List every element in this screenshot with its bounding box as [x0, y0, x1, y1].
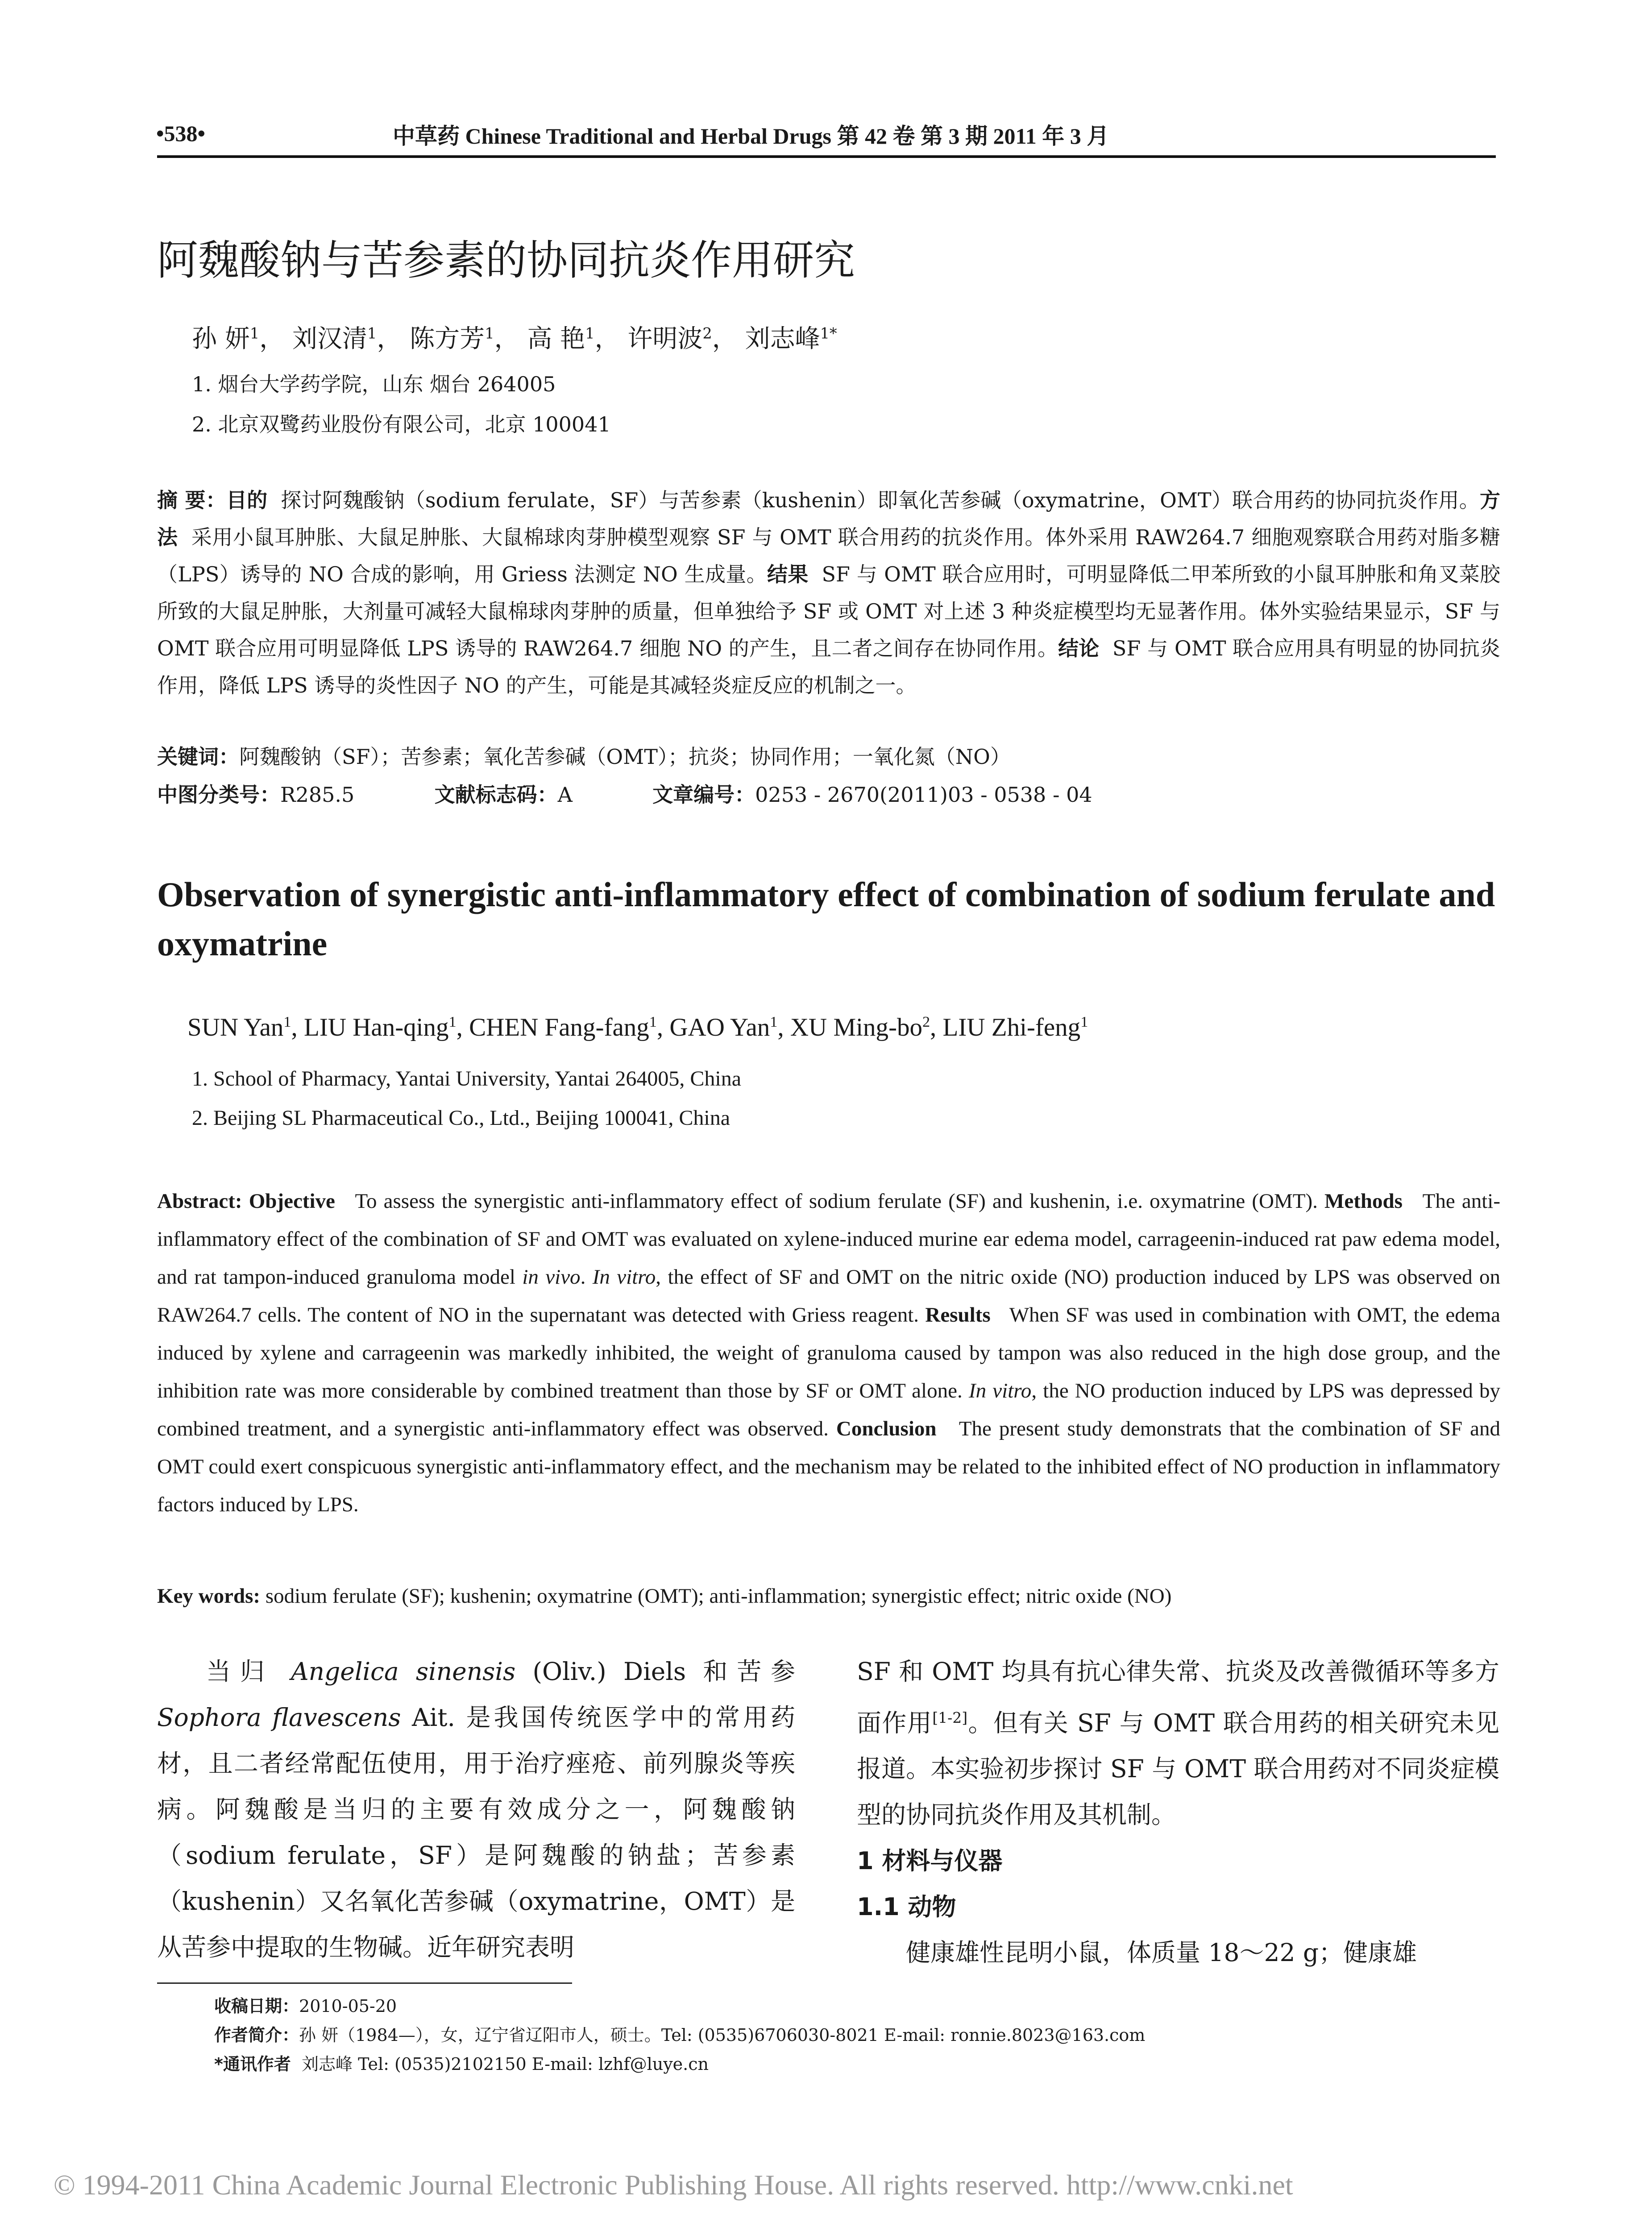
keywords-label: 关键词：	[157, 745, 239, 769]
author-sup: 1	[585, 324, 595, 342]
author: GAO Yan	[669, 1013, 770, 1041]
chinese-abstract	[157, 482, 1500, 704]
english-abstract	[157, 1182, 1500, 1524]
chinese-authors: 孙 妍$^1$， 刘汉清$^1$， 陈方芳$^1$， 高 艳$^1$， 许明波$^2$， 刘志峰$^{1*}$	[192, 324, 837, 353]
author-sup: 1*	[820, 324, 837, 342]
results-text: When SF was used in combination with OMT, the edema induced by xylene and carrageenin was markedly inhibited, the weight of granuloma caused by tampon was also reduced in the high dose group, and the inhibition rate was more considerable by combined treatment than those by SF or OMT alone.	[157, 1303, 1501, 1402]
body-text: Ait. 是我国传统医学中的常用药材，且二者经常配伍使用，用于治疗痤疮、前列腺炎等疾病。阿魏酸是当归的主要有效成分之一，阿魏酸钠（sodium ferulate，SF）是阿魏酸的钠盐；苦参素（kushenin）又名氧化苦参碱（oxymatrine，OMT）是从苦参中提取的生物碱。近年研究表明	[157, 1703, 796, 1961]
objective-text: To assess the synergistic anti-inflammatory effect of sodium ferulate (SF) and kushenin, i.e. oxymatrine (OMT).	[355, 1190, 1318, 1213]
author: SUN Yan	[187, 1013, 284, 1041]
objective-text: 探讨阿魏酸钠（sodium ferulate，SF）与苦参素（kushenin）即氧化苦参碱（oxymatrine，OMT）联合用药的协同抗炎作用。	[281, 488, 1480, 512]
citation: [1-2]	[932, 1709, 968, 1726]
methods-text: The anti-inflammatory effect of the combination of SF and OMT was evaluated on xylene-induced murine ear edema model, carrageenin-induced rat paw edema model, and rat tampon-induced granuloma model	[157, 1190, 1500, 1289]
footnote-text: 孙 妍（1984—），女，辽宁省辽阳市人，硕士。Tel: (0535)6706030-8021 E-mail: ronnie.8023@163.com	[299, 2025, 1146, 2045]
english-authors: SUN Yan$^1$, LIU Han-qing$^1$, CHEN Fang-fang$^1$, GAO Yan$^1$, XU Ming-$bo^2$, LIU Zhi-feng$^1$	[187, 1013, 1088, 1041]
abstract-label: Abstract:	[157, 1190, 242, 1213]
author-sup: 1	[485, 324, 494, 342]
page-number: •538•	[156, 121, 206, 146]
results-label: Results	[925, 1303, 991, 1327]
in-vitro: In vitro	[968, 1379, 1032, 1402]
methods-text: , the effect of SF and OMT on the nitric oxide (NO) production induced by LPS was observed on RAW264.7 cells. The content of NO in the supernatant was detected with Griess reagent.	[157, 1265, 1501, 1327]
english-affiliation-1: 1. School of Pharmacy, Yantai University, Yantai 264005, China	[192, 1067, 742, 1091]
author: LIU Zhi-feng	[942, 1013, 1081, 1041]
author-sup: 1	[649, 1014, 657, 1030]
keywords-text: 阿魏酸钠（SF）；苦参素；氧化苦参碱（OMT）；抗炎；协同作用；一氧化氮（NO）	[239, 745, 1011, 769]
methods-label: 方法	[157, 488, 1501, 549]
abstract-label: 摘 要：	[157, 488, 226, 512]
conclusion-label: 结论	[1058, 636, 1100, 660]
header-rule	[157, 155, 1496, 158]
keywords-label: Key words:	[157, 1584, 261, 1608]
footnote-received	[214, 1992, 397, 2017]
chinese-keywords	[157, 738, 1500, 775]
author-sup: 1	[283, 1014, 291, 1030]
body-right-column	[857, 1649, 1499, 1976]
chinese-title: 阿魏酸钠与苦参素的协同抗炎作用研究	[157, 236, 855, 284]
results-text: SF 与 OMT 联合应用时，可明显降低二甲苯所致的小鼠耳肿胀和角叉菜胶所致的大鼠足肿胀，大剂量可减轻大鼠棉球肉芽肿的质量，但单独给予 SF 或 OMT 对上述 3 种炎症模型均无显著作用。体外实验结果显示，SF 与 OMT 联合应用可明显降低 LPS 诱导的 RAW264.7 细胞 NO 的产生，且二者之间存在协同作用。	[157, 562, 1500, 660]
doc-code-label: 文献标志码：	[434, 783, 558, 807]
body-paragraph	[857, 1649, 1499, 1838]
results-text: , the NO production induced by LPS was depressed by combined treatment, and a synergistic anti-inflammatory effect was observed.	[157, 1379, 1500, 1440]
conclusion-text: SF 与 OMT 联合应用具有明显的协同抗炎作用，降低 LPS 诱导的炎性因子 NO 的产生，可能是其减轻炎症反应的机制之一。	[157, 636, 1501, 697]
objective-label: 目的	[226, 488, 268, 512]
clc-label: 中图分类号：	[157, 783, 280, 807]
author-sup: 1	[770, 1014, 778, 1030]
body-text: 。但有关 SF 与 OMT 联合用药的相关研究未见报道。本实验初步探讨 SF 与 OMT 联合用药对不同炎症模型的协同抗炎作用及其机制。	[857, 1708, 1499, 1829]
author-sup: 1	[367, 324, 377, 342]
body-text: 当归	[206, 1657, 274, 1686]
article-number-value: 0253 - 2670(2011)03 - 0538 - 04	[755, 783, 1092, 807]
english-title: Observation of synergistic anti-inflammatory effect of combination of sodium ferulate and oxymatrine	[157, 875, 1495, 963]
clc-value: R285.5	[280, 783, 355, 807]
footnote-corresponding	[214, 2050, 709, 2075]
methods-text: 采用小鼠耳肿胀、大鼠足肿胀、大鼠棉球肉芽肿模型观察 SF 与 OMT 联合用药的抗炎作用。体外采用 RAW264.7 细胞观察联合用药对脂多糖（LPS）诱导的 NO 合成的影响，用 Griess 法测定 NO 生成量。	[157, 525, 1501, 586]
article-number-label: 文章编号：	[652, 783, 755, 807]
author: 刘志峰	[745, 324, 820, 353]
subsection-heading: 1.1 动物	[857, 1893, 956, 1921]
classification-line	[157, 776, 1092, 813]
english-affiliation-2: 2. Beijing SL Pharmaceutical Co., Ltd., Beijing 100041, China	[192, 1106, 731, 1130]
in-vitro: In vitro	[592, 1265, 656, 1289]
author: CHEN Fang-fang	[469, 1013, 649, 1041]
keywords-text: sodium ferulate (SF); kushenin; oxymatrine (OMT); anti-inflammation; synergistic effect; nitric oxide (NO)	[265, 1584, 1172, 1608]
methods-label: Methods	[1324, 1190, 1403, 1213]
author-sup: 1	[448, 1014, 457, 1030]
author: XU Ming-bo	[790, 1013, 922, 1041]
footnote-rule	[157, 1982, 572, 1984]
chinese-affiliation-1: 1. 烟台大学药学院，山东 烟台 264005	[192, 372, 556, 396]
methods-text: .	[580, 1265, 586, 1289]
author: 许明波	[627, 324, 703, 353]
footnote-text: 2010-05-20	[299, 1996, 397, 2016]
footnote-label: 收稿日期：	[214, 1996, 299, 2016]
body-text: SF 和 OMT 均具有抗心律失常、抗炎及改善微循环等多方面作用	[857, 1657, 1499, 1738]
copyright-line: © 1994-2011 China Academic Journal Electronic Publishing House. All rights reserved. http://www.cnki.net	[54, 2169, 1293, 2201]
doc-code-value: A	[557, 783, 573, 807]
author-sup: 1	[1080, 1014, 1088, 1030]
footnote-label: 作者简介：	[214, 2025, 299, 2045]
journal-header: 中草药 Chinese Traditional and Herbal Drugs 第 42 卷 第 3 期 2011 年 3 月	[393, 124, 1109, 149]
results-label: 结果	[767, 562, 809, 586]
body-left-column	[157, 1649, 795, 1970]
author: 陈方芳	[410, 324, 485, 353]
footnote-author	[214, 2021, 1145, 2046]
author: 高 艳	[527, 324, 585, 353]
footnote-label: *通讯作者	[214, 2054, 291, 2074]
author-sup: 2	[702, 324, 712, 342]
footnote-text: 刘志峰 Tel: (0535)2102150 E-mail: lzhf@luye.cn	[302, 2054, 709, 2074]
section-heading: 1 材料与仪器	[857, 1847, 1003, 1875]
body-paragraph: 健康雄性昆明小鼠，体质量 18～22 g；健康雄	[906, 1938, 1417, 1967]
conclusion-label: Conclusion	[836, 1417, 937, 1440]
objective-label: Objective	[249, 1190, 335, 1213]
species-name: Angelica sinensis	[291, 1657, 516, 1686]
author-sup: 1	[249, 324, 260, 342]
author: LIU Han-qing	[304, 1013, 449, 1041]
species-name: Sophora flavescens	[157, 1703, 401, 1732]
author: 刘汉清	[292, 324, 367, 353]
author: 孙 妍	[192, 324, 250, 353]
chinese-affiliation-2: 2. 北京双鹭药业股份有限公司，北京 100041	[192, 412, 611, 436]
author-sup: 2	[922, 1014, 930, 1030]
english-keywords	[157, 1577, 1500, 1615]
body-text: (Oliv.) Diels 和苦参	[532, 1657, 796, 1686]
conclusion-text: The present study demonstrats that the combination of SF and OMT could exert conspicuous synergistic anti-inflammatory effect, and the mechanism may be related to the inhibited effect of NO production in inflammatory factors induced by LPS.	[157, 1417, 1500, 1516]
in-vivo: in vivo	[522, 1265, 581, 1289]
